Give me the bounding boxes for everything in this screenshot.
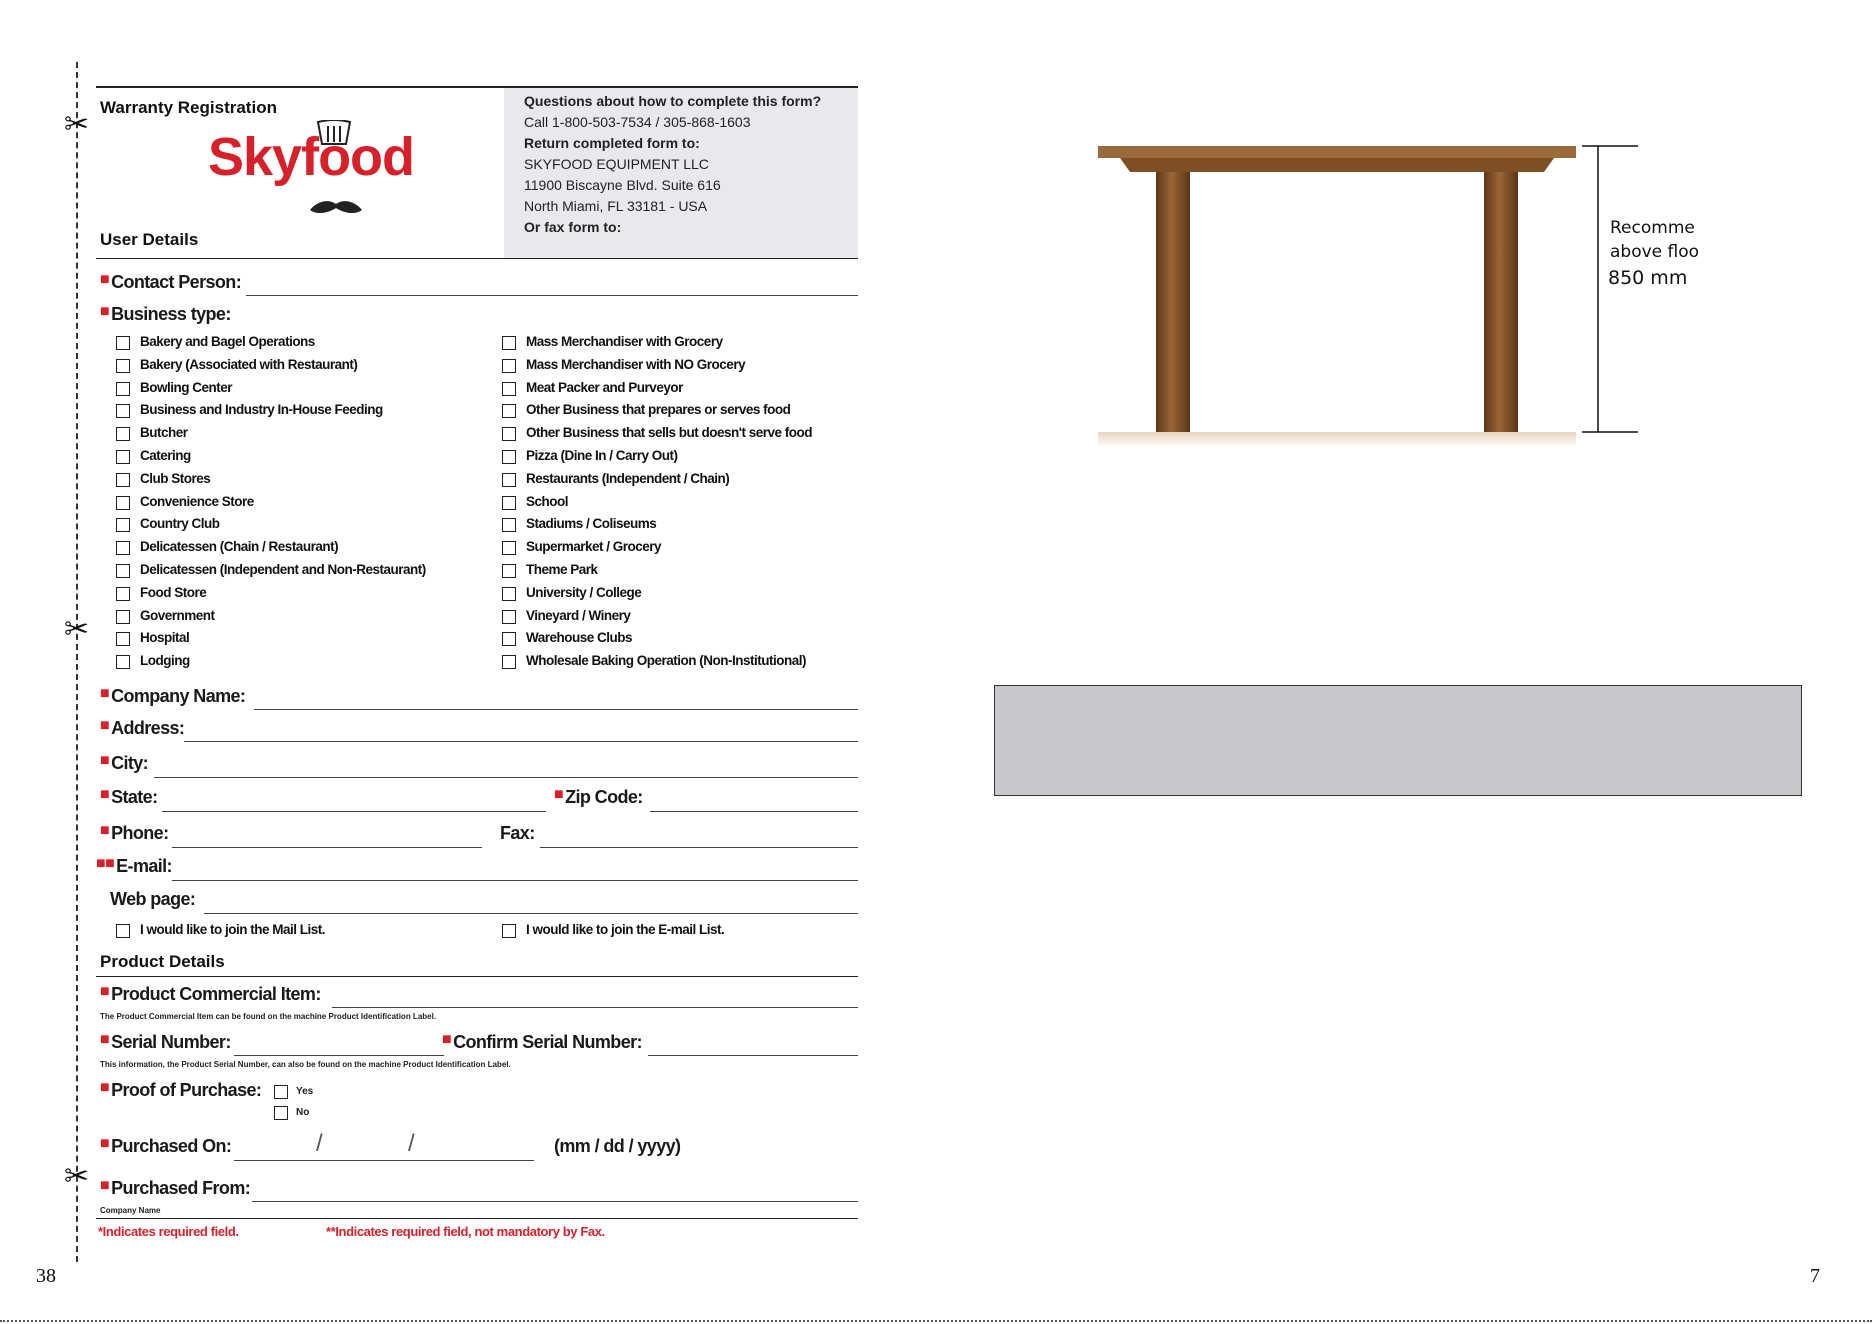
- company-name-input[interactable]: [254, 708, 858, 710]
- user-details-heading: User Details: [100, 230, 199, 249]
- table-illustration: [1098, 144, 1638, 449]
- mustache-icon: [306, 200, 366, 216]
- fax-input[interactable]: [540, 846, 858, 848]
- required-note: *Indicates required field.: [98, 1224, 239, 1239]
- business-type-option-label: School: [526, 493, 569, 509]
- business-type-checkbox[interactable]: [502, 336, 516, 350]
- cut-line: [76, 62, 78, 1262]
- business-type-checkbox[interactable]: [502, 450, 516, 464]
- info-fax-label: Or fax form to:: [524, 219, 622, 235]
- business-type-option-label: Business and Industry In-House Feeding: [140, 402, 383, 418]
- business-type-checkbox[interactable]: [116, 518, 130, 532]
- business-type-option-label: Bakery and Bagel Operations: [140, 334, 315, 349]
- business-type-option-label: Wholesale Baking Operation (Non-Institutional): [526, 653, 807, 669]
- address-label: ■ Address:: [100, 717, 185, 738]
- section-rule: [96, 258, 858, 259]
- form-title: Warranty Registration: [100, 98, 277, 117]
- city-label: ■ City:: [100, 752, 149, 773]
- business-type-checkbox[interactable]: [116, 473, 130, 487]
- business-type-checkbox[interactable]: [502, 610, 516, 624]
- web-page-label: Web page:: [110, 889, 196, 909]
- info-return-label: Return completed form to:: [524, 135, 700, 151]
- business-type-option-label: Stadiums / Coliseums: [526, 516, 657, 532]
- business-type-option-label: Restaurants (Independent / Chain): [526, 470, 730, 486]
- business-type-option-label: Food Store: [140, 584, 207, 600]
- proof-no-checkbox[interactable]: [274, 1106, 288, 1120]
- warranty-registration-form: [96, 86, 858, 1246]
- business-type-checkbox[interactable]: [116, 632, 130, 646]
- address-input[interactable]: [184, 740, 858, 742]
- recommended-height-value: 850 mm: [1608, 267, 1688, 289]
- business-type-checkbox[interactable]: [116, 564, 130, 578]
- business-type-checkbox[interactable]: [502, 473, 516, 487]
- phone-input[interactable]: [172, 846, 482, 848]
- business-type-option-label: Warehouse Clubs: [526, 630, 633, 646]
- email-list-label: I would like to join the E-mail List.: [526, 922, 725, 937]
- business-type-option-label: Mass Merchandiser with NO Grocery: [526, 356, 746, 372]
- business-type-option-label: Delicatessen (Independent and Non-Restaurant): [140, 562, 426, 577]
- business-type-checkbox[interactable]: [502, 427, 516, 441]
- business-type-checkbox[interactable]: [502, 564, 516, 578]
- business-type-checkbox[interactable]: [502, 541, 516, 555]
- business-type-option-label: Bakery (Associated with Restaurant): [140, 356, 358, 372]
- state-label: ■ State:: [100, 786, 158, 807]
- contact-person-label: ■ Contact Person:: [100, 271, 242, 292]
- business-type-checkbox[interactable]: [502, 632, 516, 646]
- business-type-option-label: Country Club: [140, 516, 220, 532]
- business-type-label: ■ Business type:: [100, 303, 231, 324]
- business-type-checkbox[interactable]: [116, 427, 130, 441]
- serial-number-label: ■ Serial Number:: [100, 1031, 231, 1052]
- business-type-checkbox[interactable]: [116, 382, 130, 396]
- company-name-label: ■ Company Name:: [100, 685, 246, 706]
- business-type-option-label: Supermarket / Grocery: [526, 539, 662, 555]
- mail-list-checkbox[interactable]: [116, 924, 130, 938]
- business-type-option-label: Vineyard / Winery: [526, 607, 631, 623]
- zip-code-label: ■ Zip Code:: [554, 786, 643, 807]
- business-type-checkbox[interactable]: [116, 336, 130, 350]
- date-format-hint: (mm / dd / yyyy): [554, 1136, 681, 1156]
- business-type-checkbox[interactable]: [116, 655, 130, 669]
- business-type-option-label: Butcher: [140, 425, 188, 441]
- info-phone: Call 1-800-503-7534 / 305-868-1603: [524, 114, 751, 130]
- proof-yes-label: Yes: [296, 1086, 314, 1097]
- business-type-checkbox[interactable]: [116, 359, 130, 373]
- email-list-checkbox[interactable]: [502, 924, 516, 938]
- product-details-heading: Product Details: [100, 952, 225, 971]
- page-number-right: 7: [1810, 1265, 1820, 1287]
- info-box: [504, 88, 858, 258]
- serial-number-input[interactable]: [234, 1054, 444, 1056]
- mail-list-label: I would like to join the Mail List.: [140, 922, 326, 937]
- business-type-option-label: Catering: [140, 448, 191, 463]
- business-type-checkbox[interactable]: [502, 359, 516, 373]
- business-type-option-label: Lodging: [140, 653, 190, 669]
- business-type-option-label: University / College: [526, 584, 642, 600]
- skyfood-logo: Skyfood: [208, 127, 415, 187]
- business-type-option-label: Theme Park: [526, 562, 598, 577]
- business-type-checkbox[interactable]: [502, 655, 516, 669]
- page-number-left: 38: [36, 1265, 56, 1287]
- recommended-height-label-line1: Recomme: [1610, 218, 1695, 238]
- business-type-checkbox[interactable]: [502, 496, 516, 510]
- proof-yes-checkbox[interactable]: [274, 1085, 288, 1099]
- city-input[interactable]: [154, 776, 858, 778]
- business-type-option-label: Mass Merchandiser with Grocery: [526, 334, 723, 349]
- proof-of-purchase-label: ■ Proof of Purchase:: [100, 1079, 262, 1100]
- info-street: 11900 Biscayne Blvd. Suite 616: [524, 177, 721, 193]
- business-type-option-label: Pizza (Dine In / Carry Out): [526, 448, 678, 463]
- table-height-figure: [1098, 144, 1638, 449]
- business-type-checkbox[interactable]: [116, 610, 130, 624]
- info-question: Questions about how to complete this form?: [524, 93, 822, 109]
- purchased-from-label: ■ Purchased From:: [100, 1177, 251, 1198]
- scissors-icon: ✂: [64, 1160, 90, 1193]
- required-note-2: **Indicates required field, not mandatory by Fax.: [326, 1224, 605, 1239]
- scissors-icon: ✂: [64, 613, 90, 646]
- chef-hat-icon: [314, 120, 354, 146]
- business-type-checkbox[interactable]: [116, 541, 130, 555]
- business-type-checkbox[interactable]: [116, 587, 130, 601]
- contact-person-input[interactable]: [246, 294, 858, 296]
- fax-label: Fax:: [500, 823, 535, 843]
- product-item-label: ■ Product Commercial Item:: [100, 983, 321, 1004]
- email-input[interactable]: [172, 879, 858, 881]
- gray-note-box: [994, 685, 1802, 796]
- purchased-from-input[interactable]: [252, 1200, 858, 1202]
- confirm-serial-label: ■ Confirm Serial Number:: [442, 1031, 642, 1052]
- confirm-serial-input[interactable]: [648, 1054, 858, 1056]
- date-slash: /: [408, 1130, 415, 1157]
- business-type-checkbox[interactable]: [502, 587, 516, 601]
- date-slash: /: [316, 1130, 323, 1157]
- business-type-checkbox[interactable]: [502, 518, 516, 532]
- info-city: North Miami, FL 33181 - USA: [524, 198, 708, 214]
- recommended-height-label-line2: above floo: [1610, 242, 1700, 262]
- web-page-input[interactable]: [204, 912, 858, 914]
- product-item-input[interactable]: [332, 1006, 858, 1008]
- business-type-checkbox[interactable]: [502, 404, 516, 418]
- business-type-option-label: Government: [140, 607, 215, 623]
- section-rule: [96, 976, 858, 977]
- business-type-checkbox[interactable]: [116, 404, 130, 418]
- business-type-option-label: Meat Packer and Purveyor: [526, 379, 683, 395]
- product-item-note: The Product Commercial Item can be found on the machine Product Identification Label.: [100, 1012, 437, 1021]
- zip-code-input[interactable]: [650, 810, 858, 812]
- business-type-option-label: Other Business that sells but doesn't serve food: [526, 425, 813, 441]
- business-type-checkbox[interactable]: [502, 382, 516, 396]
- scissors-icon: ✂: [64, 108, 90, 141]
- business-type-option-label: Bowling Center: [140, 379, 233, 395]
- bottom-dotted-line: [0, 1320, 1872, 1322]
- purchased-on-input[interactable]: [234, 1159, 534, 1161]
- business-type-option-label: Delicatessen (Chain / Restaurant): [140, 539, 339, 555]
- company-name-note: Company Name: [100, 1206, 161, 1215]
- serial-note: This information, the Product Serial Number, can also be found on the machine Product Identification Label.: [100, 1060, 511, 1069]
- info-company: SKYFOOD EQUIPMENT LLC: [524, 156, 709, 172]
- proof-no-label: No: [296, 1107, 310, 1118]
- business-type-option-label: Convenience Store: [140, 493, 254, 509]
- business-type-checkbox[interactable]: [116, 450, 130, 464]
- phone-label: ■ Phone:: [100, 822, 169, 843]
- business-type-option-label: Club Stores: [140, 470, 211, 486]
- state-input[interactable]: [162, 810, 546, 812]
- business-type-option-label: Hospital: [140, 630, 190, 646]
- business-type-option-label: Other Business that prepares or serves food: [526, 402, 791, 418]
- business-type-checkbox[interactable]: [116, 496, 130, 510]
- purchased-on-label: ■ Purchased On:: [100, 1135, 232, 1156]
- email-label: ■■ E-mail:: [96, 855, 172, 876]
- bottom-rule: [96, 1218, 858, 1219]
